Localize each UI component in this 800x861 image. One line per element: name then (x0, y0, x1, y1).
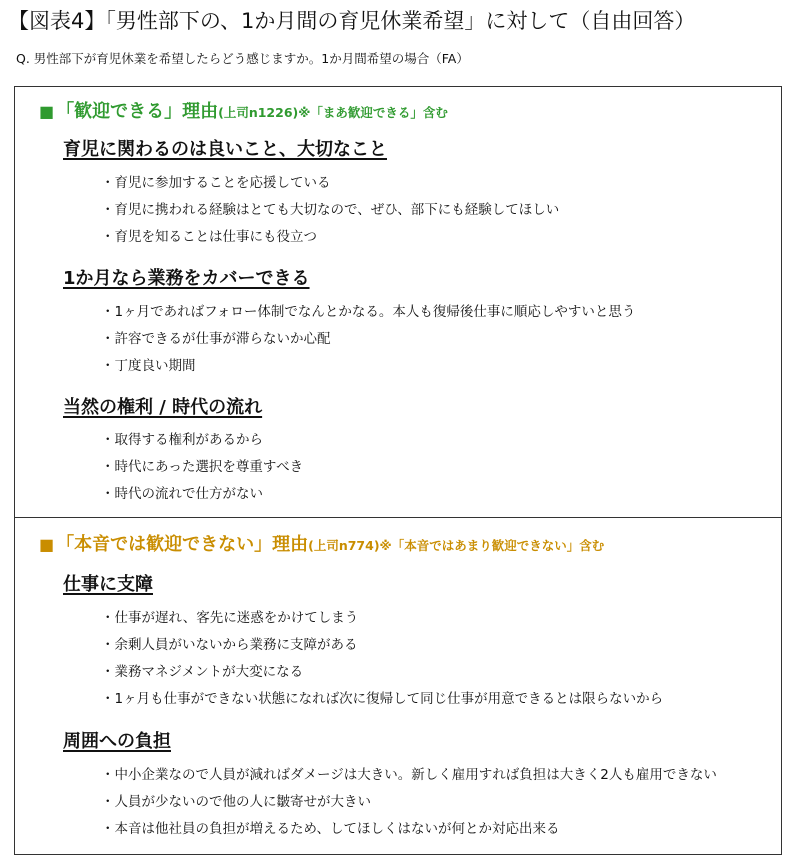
list-item: ・仕事が遅れ、客先に迷惑をかけてしまう (101, 610, 359, 626)
square-bullet-icon: ■ (39, 535, 55, 554)
reluctant-heading (39, 532, 604, 559)
list-item: ・許容できるが仕事が滞らないか心配 (101, 331, 331, 347)
list-item: ・余剰人員がいないから業務に支障がある (101, 637, 358, 653)
list-item: ・育児を知ることは仕事にも役立つ (101, 229, 317, 245)
section-title: 仕事に支障 (63, 574, 153, 595)
list-item: ・1ヶ月も仕事ができない状態になれば次に復帰して同じ仕事が用意できるとは限らないから (101, 691, 664, 707)
list-item: ・育児に携われる経験はとても大切なので、ぜひ、部下にも経験してほしい (101, 202, 560, 218)
list-item: ・取得する権利があるから (101, 432, 263, 448)
list-item: ・業務マネジメントが大変になる (101, 664, 304, 680)
section-title: 当然の権利 / 時代の流れ (63, 397, 263, 418)
welcome-reasons-box (14, 86, 782, 518)
section-title: 1か月なら業務をカバーできる (63, 268, 310, 289)
list-item: ・時代の流れで仕方がない (101, 486, 263, 502)
reluctant-heading-sub: (上司n774)※「本音ではあまり歓迎できない」含む (308, 538, 605, 553)
list-item: ・人員が少ないので他の人に皺寄せが大きい (101, 794, 371, 810)
section-title: 育児に関わるのは良いこと、大切なこと (63, 139, 387, 160)
list-item: ・中小企業なので人員が減ればダメージは大きい。新しく雇用すれば負担は大きく2人も雇用できない (101, 767, 717, 783)
section-title: 周囲への負担 (63, 731, 171, 752)
reluctant-reasons-box (14, 517, 782, 855)
square-bullet-icon: ■ (39, 102, 55, 121)
welcome-heading (39, 99, 448, 126)
question-text: Q. 男性部下が育児休業を希望したらどう感じますか。1か月間希望の場合（FA） (16, 51, 469, 66)
list-item: ・時代にあった選択を尊重すべき (101, 459, 304, 475)
list-item: ・丁度良い期間 (101, 358, 196, 374)
list-item: ・育児に参加することを応援している (101, 175, 331, 191)
list-item: ・本音は他社員の負担が増えるため、してほしくはないが何とか対応出来る (101, 821, 560, 837)
welcome-heading-label: 「歓迎できる」理由 (56, 101, 219, 122)
list-item: ・1ヶ月であればフォロー体制でなんとかなる。本人も復帰後仕事に順応しやすいと思う (101, 304, 636, 320)
reluctant-heading-label: 「本音では歓迎できない」理由 (56, 534, 309, 555)
welcome-heading-sub: (上司n1226)※「まあ歓迎できる」含む (218, 105, 448, 120)
figure-title: 【図表4】「男性部下の、1か月間の育児休業希望」に対して（自由回答） (8, 9, 696, 33)
